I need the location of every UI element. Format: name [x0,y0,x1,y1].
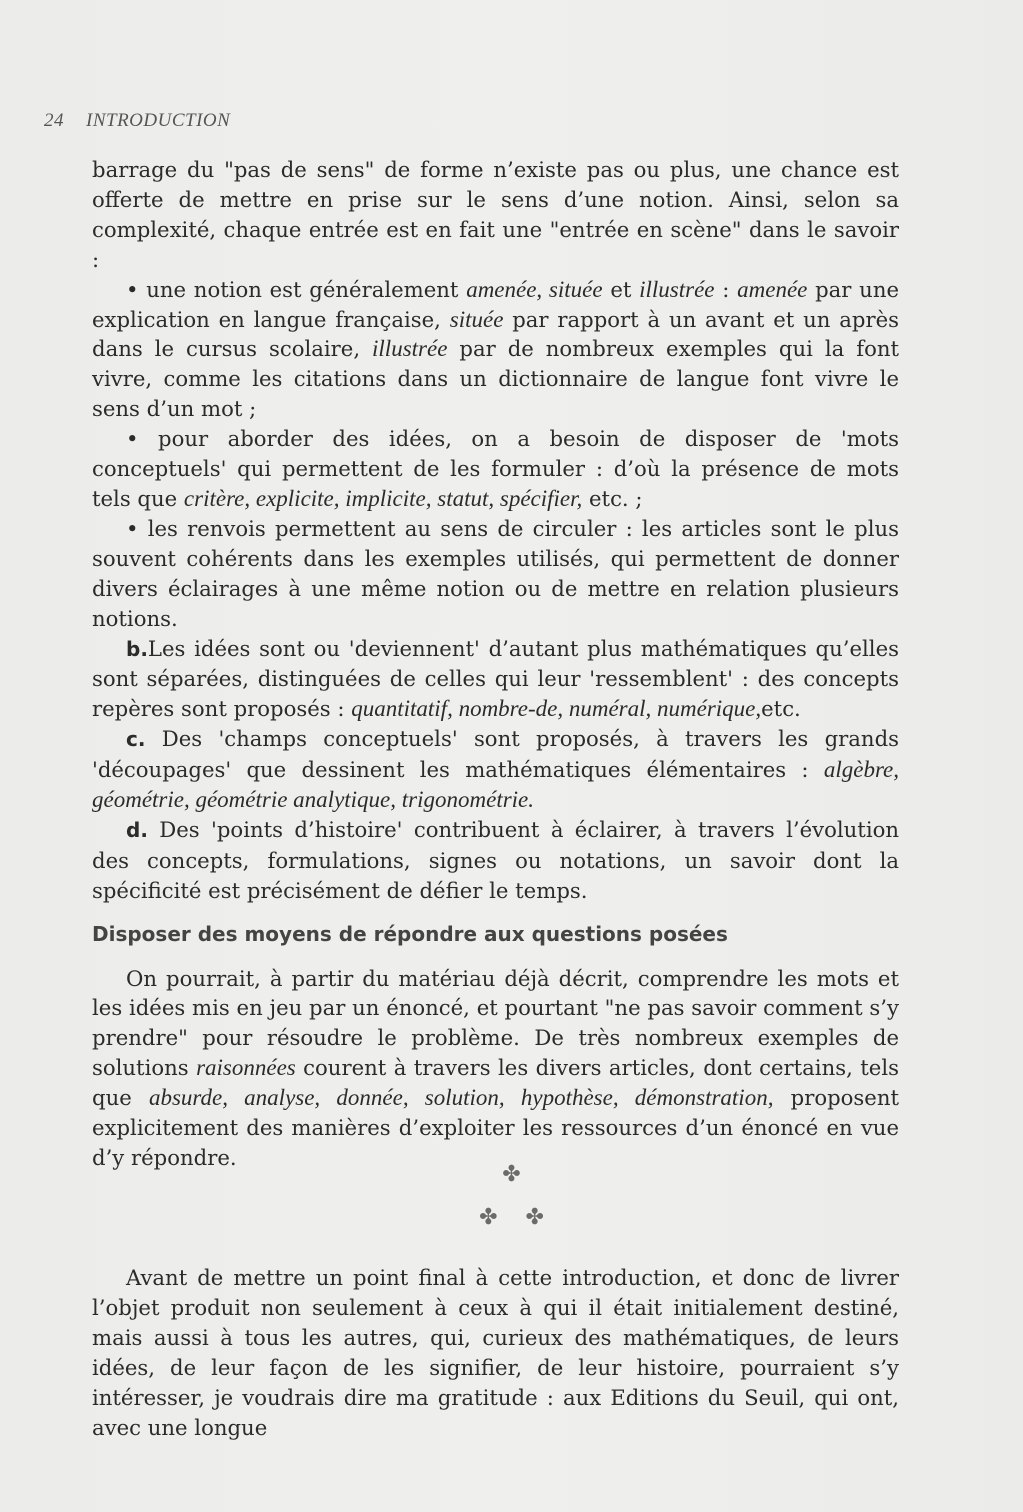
italic-term: absurde, analyse, donnée, solution, hypothèse, démonstration, [148,1085,774,1111]
italic-term: raisonnées [196,1055,296,1081]
running-head [44,110,230,132]
ornament-top: ✤ [502,1162,521,1187]
bullet-item [92,424,899,514]
paragraph [92,155,899,275]
text-run: Les idées sont ou 'deviennent' d’autant plus mathématiques qu’elles sont séparées, distinguées de celles qui leur 'ressemblent' : des concepts repères sont proposés : [92,635,899,722]
text-run: barrage du "pas de sens" de forme n’existe pas ou plus, une chance est offerte de mettre en prise sur le sens d’une notion. Ainsi, selon sa complexité, chaque entrée est en fait une "entrée en scène" dans le savoir : [92,157,899,272]
closing-text [92,1263,899,1442]
chapter-title: INTRODUCTION [86,110,231,131]
section-heading: Disposer des moyens de répondre aux questions posées [92,921,728,946]
italic-term: amenée, située [466,276,603,302]
text-run: par une explication en langue française, [92,276,900,332]
ornament-left: ✤ [479,1205,498,1230]
italic-term: algèbre, géométrie, géométrie analytique, trigonométrie. [92,757,899,813]
italic-term: critère, explicite, implicite, statut, spécifier, [183,485,583,511]
list-item-b [92,634,899,725]
text-run: et [602,276,640,302]
item-marker: c. [126,727,146,752]
ornament-right: ✤ [525,1205,544,1230]
italic-term: quantitatif, nombre-de, numéral, numérique, [351,696,762,722]
italic-term: amenée [737,276,808,302]
text-run: Des 'points d’histoire' contribuent à éclairer, à travers l’évolution des concepts, formulations, signes ou notations, un savoir dont la spécificité est précisément de défier le temps. [92,816,899,903]
text-run: par rapport à un avant et un après dans le cursus scolaire, [92,306,899,362]
bullet-item [92,514,899,634]
body-text [92,155,899,1173]
text-run: Des 'champs conceptuels' sont proposés, à travers les grands 'découpages' que dessinent les mathématiques élémentaires : [92,726,899,783]
paragraph [92,1263,899,1442]
list-item-d [92,815,899,906]
text-run: Avant de mettre un point final à cette introduction, et donc de livrer l’objet produit non seulement à ceux à qui il était initialement destiné, mais aussi à tous les autres, qui, curieux des mathématiques, de leurs idées, de leur façon de les signifier, de leur histoire, pourraient s’y intéresser, je voudrais dire ma gratitude : aux Editions du Seuil, qui ont, avec une longue [92,1265,899,1440]
item-marker: b. [126,636,148,661]
paragraph [92,964,899,1173]
italic-term: illustrée [372,336,448,362]
text-run: par de nombreux exemples qui la font vivre, comme les citations dans un dictionnaire de langue font vivre le sens d’un mot ; [92,336,899,422]
item-marker: d. [126,817,148,842]
list-item-c [92,724,899,815]
text-run: : [714,276,738,302]
ornament-pair [0,1205,1023,1230]
text-run: On pourrait, à partir du matériau déjà décrit, comprendre les mots et les idées mis en jeu par un énoncé, et pourtant "ne pas savoir comment s’y prendre" pour résoudre le problème. De très nombreux exemples de solutions [92,965,899,1081]
text-run: • les renvois permettent au sens de circuler : les articles sont le plus souvent cohérents dans les exemples utilisés, qui permettent de donner divers éclairages à une même notion ou de mettre en relation plusieurs notions. [92,515,899,631]
bullet-item [92,275,899,425]
italic-term: située [449,306,504,332]
text-run: courent à travers les divers articles, dont certains, tels que [92,1055,899,1111]
page-number: 24 [44,110,64,131]
italic-term: illustrée [639,276,715,302]
text-run: proposent explicitement des manières d’exploiter les ressources d’un énoncé en vue d’y répondre. [92,1085,899,1170]
text-run: etc. [761,696,801,722]
text-run: • une notion est généralement [126,276,467,302]
text-run: etc. ; [582,485,643,511]
text-run: • pour aborder des idées, on a besoin de disposer de 'mots conceptuels' qui permettent de les formuler : d’où la présence de mots tels que [92,426,899,511]
